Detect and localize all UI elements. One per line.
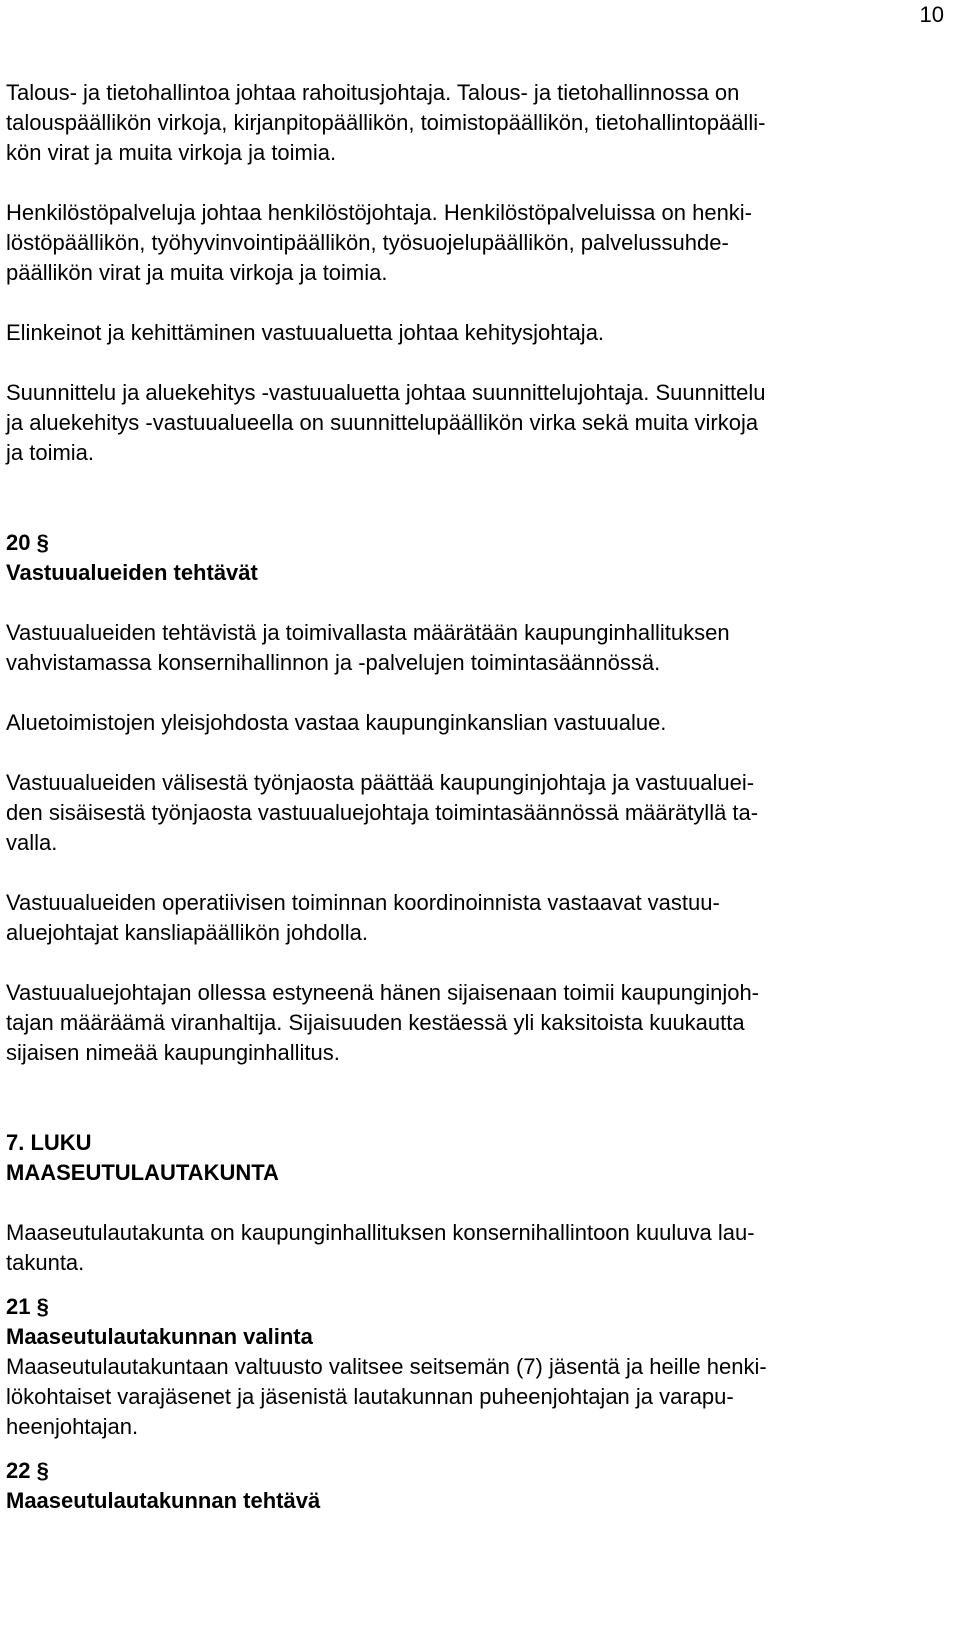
document-body	[6, 78, 946, 1516]
paragraph-elinkeinot: Elinkeinot ja kehittäminen vastuualuetta johtaa kehitysjohtaja.	[6, 320, 605, 345]
paragraph-tehtavat-toimivalta: Vastuualueiden tehtävistä ja toimivallasta määrätään kaupunginhallituksen vahvistamassa konsernihallinnon ja -palvelujen toimintasäännössä.	[6, 620, 730, 675]
paragraph-talous-tietohallinto: Talous- ja tietohallintoa johtaa rahoitusjohtaja. Talous- ja tietohallinnossa on talouspäällikön virkoja, kirjanpitopäällikön, toimistopäällikön, tietohallintopäälli- kön virat ja muita virkoja ja toimia.	[6, 80, 766, 165]
paragraph-suunnittelu: Suunnittelu ja aluekehitys -vastuualuetta johtaa suunnittelujohtaja. Suunnittelu ja aluekehitys -vastuualueella on suunnittelupäällikön virka sekä muita virkoja ja toimia.	[6, 380, 766, 465]
paragraph-valinta: Maaseutulautakuntaan valtuusto valitsee seitsemän (7) jäsentä ja heille henki- lökohtaiset varajäsenet ja jäsenistä lautakunnan puheenjohtajan ja varapu- heenjohtajan.	[6, 1354, 767, 1439]
section-heading-21	[6, 1292, 946, 1352]
section-number: 20 §	[6, 530, 49, 555]
paragraph-maaseutulautakunta: Maaseutulautakunta on kaupunginhallituksen konsernihallintoon kuuluva lau- takunta.	[6, 1220, 755, 1275]
chapter-number: 7. LUKU	[6, 1130, 92, 1155]
paragraph-sijaisuus: Vastuualuejohtajan ollessa estyneenä hänen sijaisenaan toimii kaupunginjoh- tajan määräämä viranhaltija. Sijaisuuden kestäessä yli kaksitoista kuukautta sijaisen nimeää kaupunginhallitus.	[6, 980, 760, 1065]
section-title: Maaseutulautakunnan tehtävä	[6, 1488, 321, 1513]
section-title: Maaseutulautakunnan valinta	[6, 1324, 313, 1349]
section-number: 22 §	[6, 1458, 49, 1483]
section-heading-20	[6, 528, 946, 588]
paragraph-henkilostopalvelut: Henkilöstöpalveluja johtaa henkilöstöjohtaja. Henkilöstöpalveluissa on henki- löstöpäällikön, työhyvinvointipäällikön, työsuojelupäällikön, palvelussuhde- päällikön virat ja muita virkoja ja toimia.	[6, 200, 753, 285]
chapter-title: MAASEUTULAUTAKUNTA	[6, 1160, 279, 1185]
paragraph-tyonjako: Vastuualueiden välisestä työnjaosta päättää kaupunginjohtaja ja vastuualuei- den sisäisestä työnjaosta vastuualuejohtaja toimintasäännössä määrätyllä ta- valla.	[6, 770, 759, 855]
section-number: 21 §	[6, 1294, 49, 1319]
page-number: 10	[919, 2, 944, 27]
paragraph-koordinointi: Vastuualueiden operatiivisen toiminnan koordinoinnista vastaavat vastuu- aluejohtajat kansliapäällikön johdolla.	[6, 890, 720, 945]
section-title: Vastuualueiden tehtävät	[6, 560, 258, 585]
section-heading-22	[6, 1456, 946, 1516]
paragraph-aluetoimistot: Aluetoimistojen yleisjohdosta vastaa kaupunginkanslian vastuualue.	[6, 710, 667, 735]
chapter-heading-7	[6, 1128, 946, 1188]
